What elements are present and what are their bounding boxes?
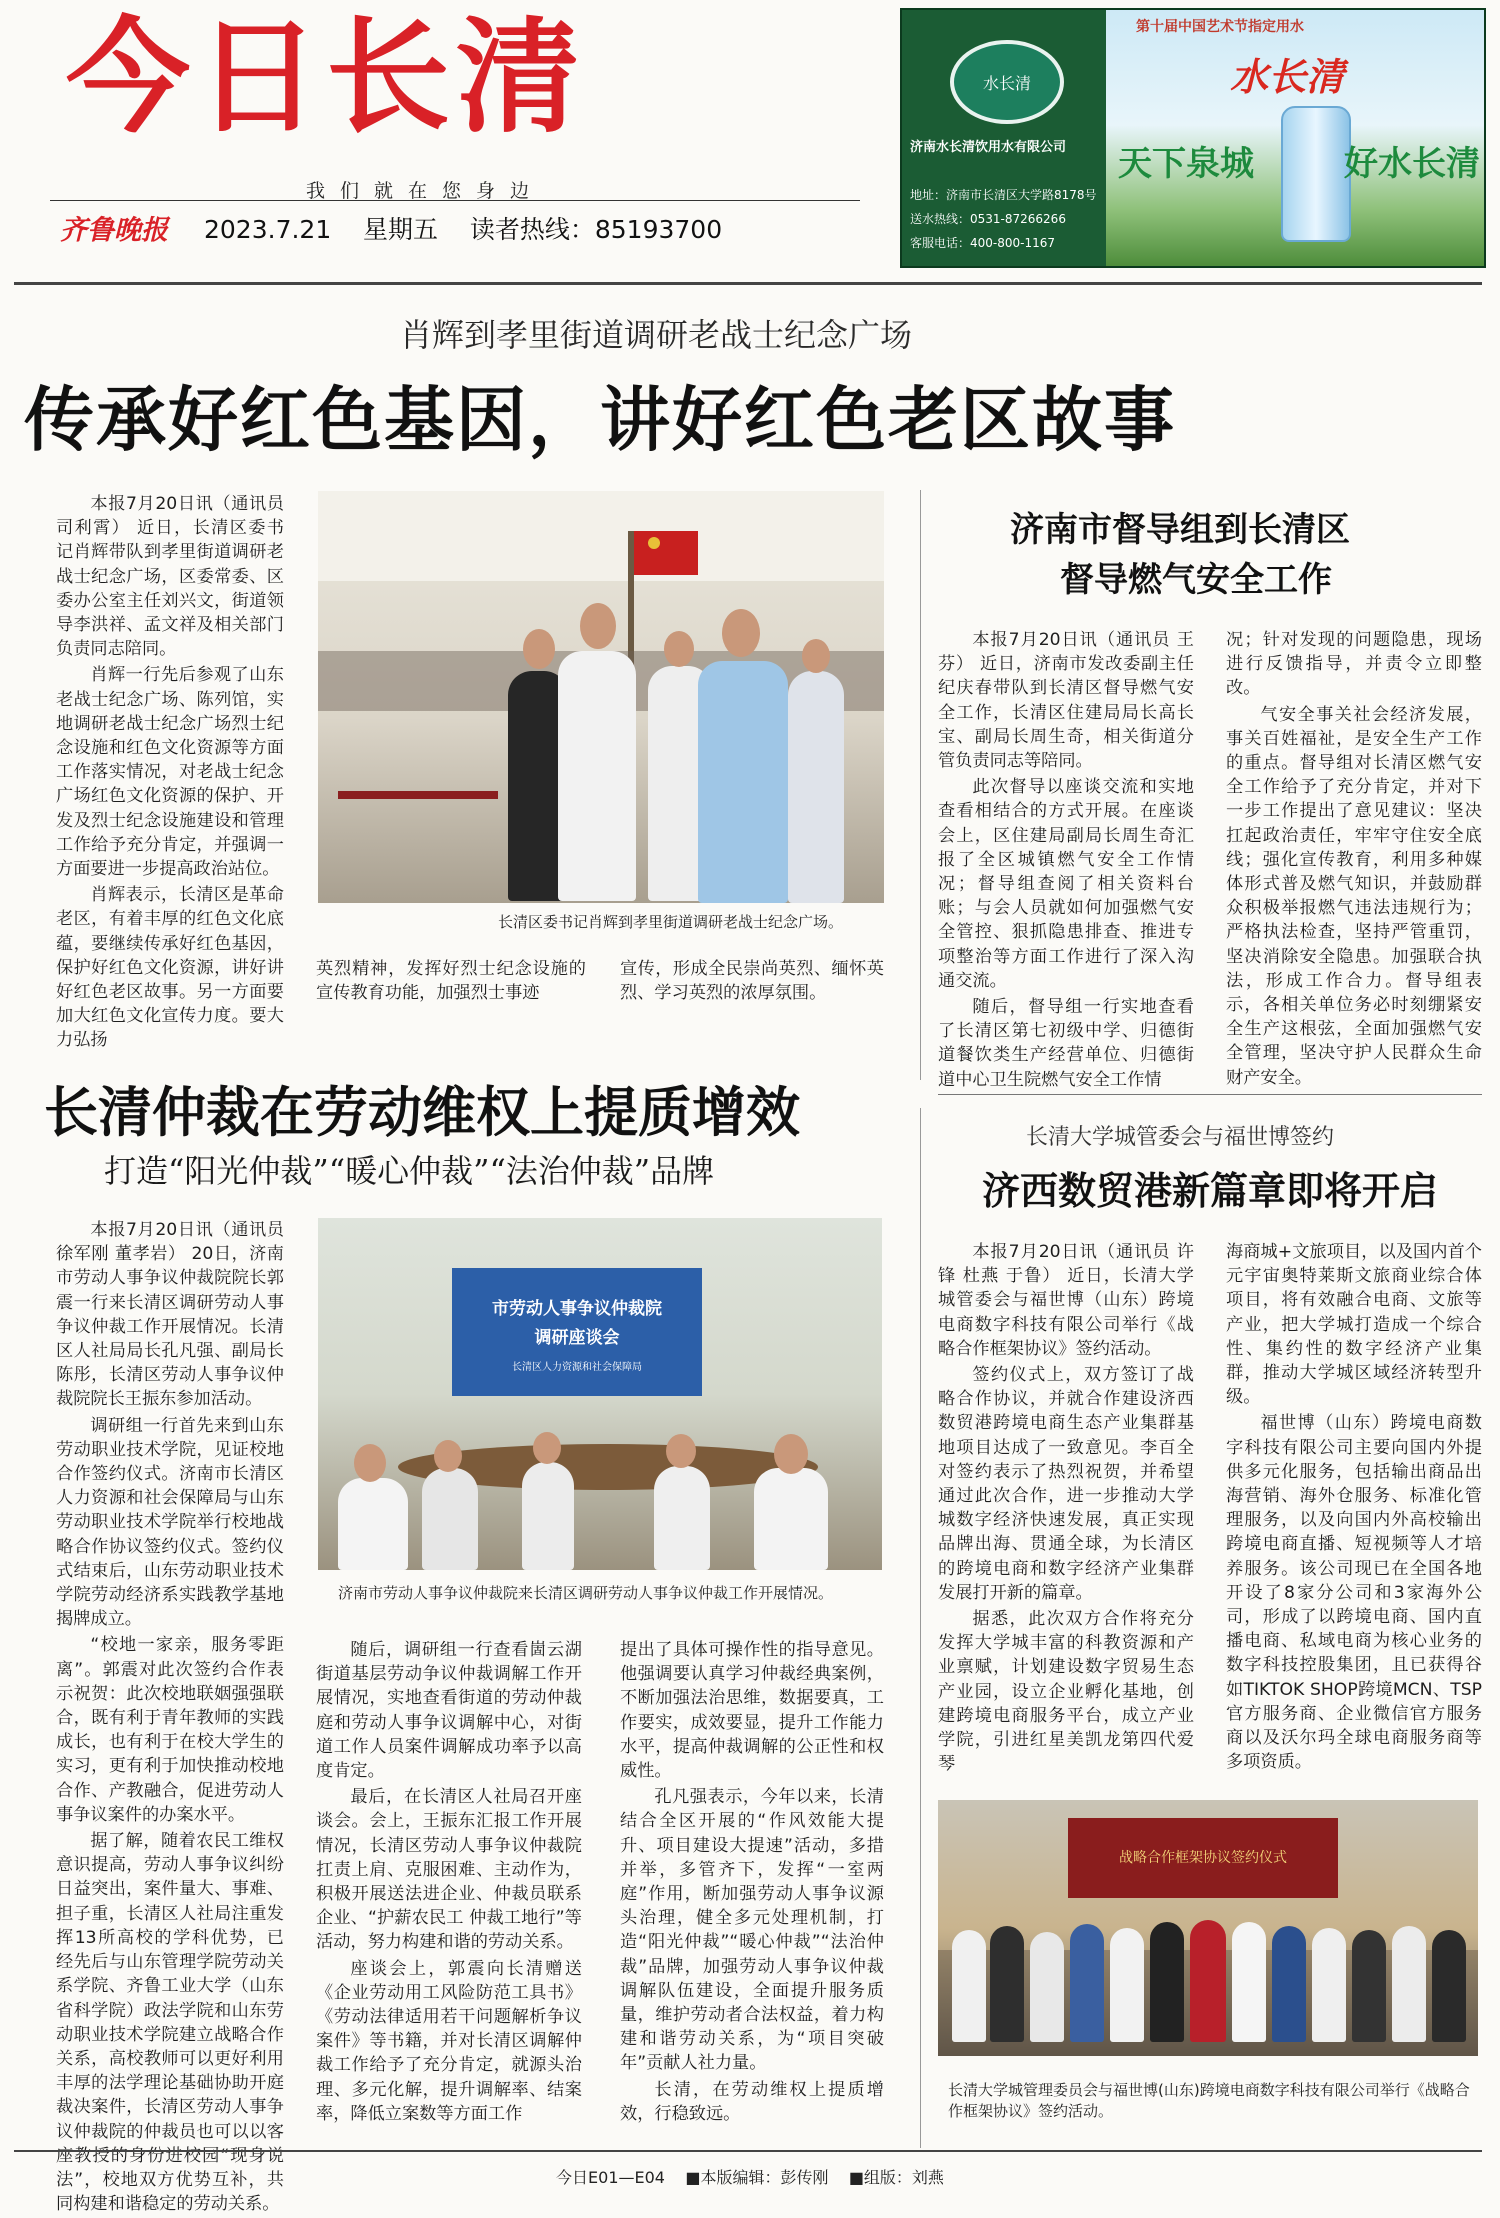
attendee <box>1432 1930 1466 2042</box>
story4-column2 <box>1226 1240 1482 1776</box>
person-head <box>664 631 694 667</box>
newspaper-brand: 齐鲁晚报 <box>60 215 168 246</box>
ad-delivery-phone: 送水热线：0531-87266266 <box>910 212 1066 226</box>
attendee <box>1392 1926 1426 2042</box>
footer-editor: ■本版编辑：彭传刚 <box>685 2168 829 2187</box>
ad-company-name: 济南水长清饮用水有限公司 <box>910 140 1067 155</box>
story1-paragraph: 本报7月20日讯（通讯员 司利霄） 近日，长清区委书记肖辉带队到孝里街道调研老战士纪念广场，区委常委、区委办公室主任刘兴文，街道领导李洪祥、孟文祥及相关部门负责同志陪同。 <box>56 494 284 660</box>
attendee <box>990 1926 1024 2042</box>
ad-logo-text: 水长清 <box>982 73 1031 93</box>
person-blue-shirt <box>698 661 788 903</box>
story3-caption: 济南市劳动人事争议仲裁院来长清区调研劳动人事争议仲裁工作开展情况。 <box>338 1584 834 1602</box>
ad-address: 地址：济南市长清区大学路8178号 <box>910 188 1097 202</box>
story4-caption: 长清大学城管理委员会与福世博(山东)跨境电商数字科技有限公司举行《战略合作框架协议》签约活动。 <box>948 2081 1470 2120</box>
story1-paragraph: 英烈精神，发挥好烈士纪念设施的宣传教育功能，加强烈士事迹 <box>316 959 586 1004</box>
story3-paragraph: 调研组一行首先来到山东劳动职业技术学院，见证校地合作签约仪式。济南市长清区人力资源和社会保障局与山东劳动职业技术学院举行校地战略合作协议签约仪式。签约仪式结束后，山东劳动职业技术学院劳动经济系实践教学基地揭牌成立。 <box>56 1415 284 1630</box>
ceiling <box>318 491 884 581</box>
column-divider <box>920 490 921 1080</box>
story1-column2 <box>316 957 586 1007</box>
story3-paragraph: 随后，调研组一行查看崮云湖街道基层劳动争议仲裁调解工作开展情况，实地查看街道的劳动仲裁庭和劳动人事争议调解中心，对街道工作人员案件调解成功率予以高度肯定。 <box>316 1640 582 1782</box>
story4-kicker: 长清大学城管委会与福世博签约 <box>1026 1125 1335 1150</box>
attendee <box>1232 1922 1266 2042</box>
ad-company-panel <box>902 10 1106 266</box>
header-divider <box>14 282 1482 285</box>
meeting-screen <box>452 1268 702 1396</box>
attendee <box>1352 1930 1386 2042</box>
water-advertisement[interactable] <box>900 8 1486 268</box>
story3-column1 <box>56 1218 284 2218</box>
story2-paragraph: 此次督导以座谈交流和实地查看相结合的方式开展。在座谈会上，区住建局副局长周生奇汇报了全区城镇燃气安全工作情况；督导组查阅了相关资料台账；与会人员就如何加强燃气安全管控、狠抓隐患排查、推进专项整治等方面工作进行了深入沟通交流。 <box>938 777 1194 991</box>
person-background <box>788 671 844 903</box>
footer-pages: 今日E01—E04 <box>556 2168 665 2187</box>
story3-paragraph: 最后，在长清区人社局召开座谈会。会上，王振东汇报工作开展情况，长清区劳动人事争议仲裁院扛责上肩、克服困难、主动作为，积极开展送法进企业、仲裁员联系企业、“护薪农民工 仲裁工地行”等活动，努力构建和谐的劳动关系。 <box>316 1787 582 1953</box>
story1-column1 <box>56 492 284 1055</box>
story1-paragraph: 肖辉表示，长清区是革命老区，有着丰厚的红色文化底蕴，要继续传承好红色基因，保护好红色文化资源，讲好讲好红色老区故事。另一方面要加大红色文化宣传力度。要大力弘扬 <box>56 885 284 1051</box>
story4-headline[interactable]: 济西数贸港新篇章即将开启 <box>982 1168 1439 1213</box>
story1-column3 <box>620 957 884 1007</box>
person-white-shirt <box>558 651 636 901</box>
attendee <box>952 1930 986 2042</box>
story3-paragraph: 据了解，随着农民工维权意识提高，劳动人事争议纠纷日益突出，案件量大、事难、担子重，长清区人社局注重发挥13所高校的学科优势，已经先后与山东管理学院劳动关系学院、齐鲁工业大学（山东省科学院）政法学院和山东劳动职业技术学院建立战略合作关系，高校教师可以更好利用丰厚的法学理论基础协助开庭裁决案件，长清区劳动人事争议仲裁院的仲裁员也可以以客座教授的身份进校园“现身说法”，校地双方优势互补，共同构建和谐稳定的劳动关系。 <box>56 1831 284 2215</box>
screen-line3: 长清区人力资源和社会保障局 <box>512 1362 642 1373</box>
attendee-head <box>774 1434 808 1474</box>
story3-headline[interactable]: 长清仲裁在劳动维权上提质增效 <box>44 1080 800 1144</box>
hotline-number: 85193700 <box>594 215 723 244</box>
attendee <box>522 1462 574 1570</box>
story2-column2 <box>1226 628 1482 1092</box>
story3-paragraph: 本报7月20日讯（通讯员 徐军刚 董孝岩） 20日，济南市劳动人事争议仲裁院院长郭震一行来长清区调研劳动人事争议仲裁工作开展情况。长清区人社局局长孔凡强、副局长陈彤，长清区劳动人事争议仲裁院院长王振东参加活动。 <box>56 1220 284 1410</box>
person-head <box>722 609 760 657</box>
story3-paragraph: “校地一家亲，服务零距离”。郭震对此次签约合作表示祝贺：此次校地联姻强强联合，既有利于青年教师的实践成长，也有利于在校大学生的实习，更有利于加快推动校地合作、产教融合，促进劳动人事争议案件的办案水平。 <box>56 1635 284 1825</box>
story1-kicker: 肖辉到孝里街道调研老战士纪念广场 <box>400 316 913 354</box>
story3-paragraph: 座谈会上，郭震向长清赠送《企业劳动用工风险防范工具书》《劳动法律适用若干问题解析争议案件》等书籍，并对长清区调解仲裁工作给予了充分肯定，就源头治理、多元化解，提升调解率、结案率，降低立案数等方面工作 <box>316 1958 582 2124</box>
screen-line2: 调研座谈会 <box>534 1328 620 1348</box>
ad-slogan-right: 好水长清 <box>1344 144 1480 184</box>
attendee <box>422 1468 478 1570</box>
person-head <box>580 603 616 649</box>
story-divider <box>938 1094 1482 1095</box>
story1-paragraph: 肖辉一行先后参观了山东老战士纪念广场、陈列馆，实地调研老战士纪念广场烈士纪念设施和红色文化资源等方面工作落实情况，对老战士纪念广场红色文化资源的保护、开发及烈士纪念设施建设和管理工作给予充分肯定，并强调一方面要进一步提高政治站位。 <box>56 665 284 880</box>
story4-paragraph: 签约仪式上，双方签订了战略合作协议，并就合作建设济西数贸港跨境电商生态产业集群基地项目达成了一致意见。李百全对签约表示了热烈祝贺，并希望通过此次合作，进一步推动大学城数字经济快速发展，真正实现品牌出海、贯通全球，为长清区的跨境电商和数字经济产业集群发展打开新的篇章。 <box>938 1365 1194 1603</box>
story4-paragraph: 福世博（山东）跨境电商数字科技有限公司主要向国内外提供多元化服务，包括输出商品出海营销、海外仓服务、标准化管理服务，以及向国内外高校输出跨境电商直播、短视频等人才培养服务。该公司现已在全国各地开设了8家分公司和3家海外公司，形成了以跨境电商、国内直播电商、私域电商为核心业务的数字科技控股集团，且已获得谷如TIKTOK SHOP跨境MCN、TSP官方服务商、企业微信官方服务商以及沃尔玛全球电商服务商等多项资质。 <box>1226 1413 1482 1773</box>
water-bottle-icon <box>1281 106 1351 242</box>
footer-divider <box>14 2150 1482 2152</box>
signing-banner: 战略合作框架协议签约仪式 <box>1068 1818 1338 1898</box>
attendee <box>1190 1920 1226 2042</box>
story3-paragraph: 长清，在劳动维权上提质增效，行稳致远。 <box>620 2079 884 2124</box>
screen-line1: 市劳动人事争议仲裁院 <box>492 1299 662 1319</box>
attendee-head <box>533 1432 561 1464</box>
attendee <box>338 1478 408 1570</box>
person-head <box>802 639 830 673</box>
story2-headline-line2[interactable]: 督导燃气安全工作 <box>1060 560 1332 600</box>
story2-paragraph: 况；针对发现的问题隐患，现场进行反馈指导，并责令立即整改。 <box>1226 630 1482 699</box>
water-drop-logo-icon <box>950 40 1064 124</box>
person-head <box>523 629 555 669</box>
barrier-rope <box>338 791 498 799</box>
issue-weekday: 星期五 <box>363 215 439 244</box>
story2-paragraph: 气安全事关社会经济发展，事关百姓福祉，是安全生产工作的重点。督导组对长清区燃气安全工作给予了充分肯定，并对下一步工作提出了意见建议：坚决扛起政治责任，牢牢守住安全底线；强化宣传教育，利用多种媒体形式普及燃气知识，并鼓励群众积极举报燃气违法违规行为；严格执法检查，坚持严管重罚，坚决消除安全隐患。加强联合执法，形成工作合力。督导组表示，各相关单位务必时刻绷紧安全生产这根弦，全面加强燃气安全管理，坚决守护人民群众生命财产安全。 <box>1226 704 1482 1088</box>
story3-column2 <box>316 1638 582 2128</box>
footer <box>0 2165 1500 2188</box>
hotline-label: 读者热线： <box>469 215 595 244</box>
emblem-icon <box>648 537 660 549</box>
story3-paragraph: 提出了具体可操作性的指导意见。他强调要认真学习仲裁经典案例，不断加强法治思维，数据要真，工作要实，成效要显，提升工作能力水平，提高仲裁调解的公正性和权威性。 <box>620 1640 884 1782</box>
story2-paragraph: 本报7月20日讯（通讯员 王芬） 近日，济南市发改委副主任纪庆春带队到长清区督导燃气安全工作，长清区住建局局长高长宝、副局长周生奇，相关街道分管负责同志等陪同。 <box>938 630 1194 772</box>
story4-paragraph: 本报7月20日讯（通讯员 许锋 杜燕 于鲁） 近日，长清大学城管委会与福世博（山东）跨境电商数字科技有限公司举行《战略合作框架协议》签约活动。 <box>938 1242 1194 1359</box>
ad-product-panel <box>1106 10 1484 266</box>
story4-paragraph: 据悉，此次双方合作将充分发挥大学城丰富的科教资源和产业禀赋，计划建设数字贸易生态产业园，设立企业孵化基地，创建跨境电商服务平台，成立产业学院，引进红星美凯龙第四代爱琴 <box>938 1609 1194 1775</box>
attendee-head <box>434 1440 462 1472</box>
attendee-head <box>666 1434 696 1468</box>
masthead-title: 今日长清 <box>66 5 587 150</box>
story1-headline[interactable]: 传承好红色基因，讲好红色老区故事 <box>24 378 1176 461</box>
masthead-rule <box>50 200 860 201</box>
attendee <box>1272 1926 1306 2042</box>
column-divider <box>920 1108 921 2148</box>
story3-column3 <box>620 1638 884 2128</box>
story2-column1 <box>938 628 1194 1094</box>
story2-paragraph: 随后，督导组一行实地查看了长清区第七初级中学、归德街道餐饮类生产经营单位、归德街道中心卫生院燃气安全工作情 <box>938 997 1194 1090</box>
story4-column1 <box>938 1240 1194 1778</box>
attendee <box>1150 1922 1184 2042</box>
attendee <box>654 1466 710 1570</box>
story4-photo[interactable] <box>938 1800 1478 2056</box>
story3-paragraph: 孔凡强表示，今年以来，长清结合全区开展的“作风效能大提升、项目建设大提速”活动，多措并举，多管齐下，发挥“一室两庭”作用，断加强劳动人事争议源头治理，健全多元处理机制，打造“阳光仲裁”“暖心仲裁”“法治仲裁”品牌，加强劳动人事争议仲裁调解队伍建设，全面提升服务质量，维护劳动者合法权益，着力构建和谐劳动关系，为“项目突破年”贡献人社力量。 <box>620 1787 884 2074</box>
story4-paragraph: 海商城+文旅项目，以及国内首个元宇宙奥特莱斯文旅商业综合体项目，将有效融合电商、文旅等产业，把大学城打造成一个综合性、集约性的数字经济产业集群，推动大学城区域经济转型升级。 <box>1226 1242 1482 1408</box>
story1-caption: 长清区委书记肖辉到孝里街道调研老战士纪念广场。 <box>498 913 844 931</box>
attendee <box>1312 1928 1346 2042</box>
ad-designation: 第十届中国艺术节指定用水 <box>1136 19 1304 35</box>
story1-photo[interactable] <box>318 491 884 903</box>
masthead-slogan: 我们就在您身边 <box>306 180 545 202</box>
ad-product-name: 水长清 <box>1230 54 1345 99</box>
story1-paragraph: 宣传，形成全民崇尚英烈、缅怀英烈、学习英烈的浓厚氛围。 <box>620 959 884 1004</box>
footer-design: ■组版：刘燕 <box>848 2168 944 2187</box>
story3-subhead: 打造“阳光仲裁”“暖心仲裁”“法治仲裁”品牌 <box>104 1152 715 1190</box>
attendee <box>1070 1924 1104 2042</box>
attendee <box>1030 1932 1064 2042</box>
attendee-head <box>354 1444 386 1482</box>
dateline <box>204 210 722 246</box>
attendee <box>754 1468 828 1570</box>
ad-slogan-left: 天下泉城 <box>1118 144 1254 184</box>
story2-headline-line1[interactable]: 济南市督导组到长清区 <box>1010 510 1350 550</box>
ad-service-phone: 客服电话：400-800-1167 <box>910 236 1056 250</box>
issue-date: 2023.7.21 <box>204 215 332 244</box>
attendee <box>1110 1928 1144 2042</box>
story3-photo[interactable] <box>318 1218 882 1570</box>
party-flag-icon <box>634 531 698 575</box>
